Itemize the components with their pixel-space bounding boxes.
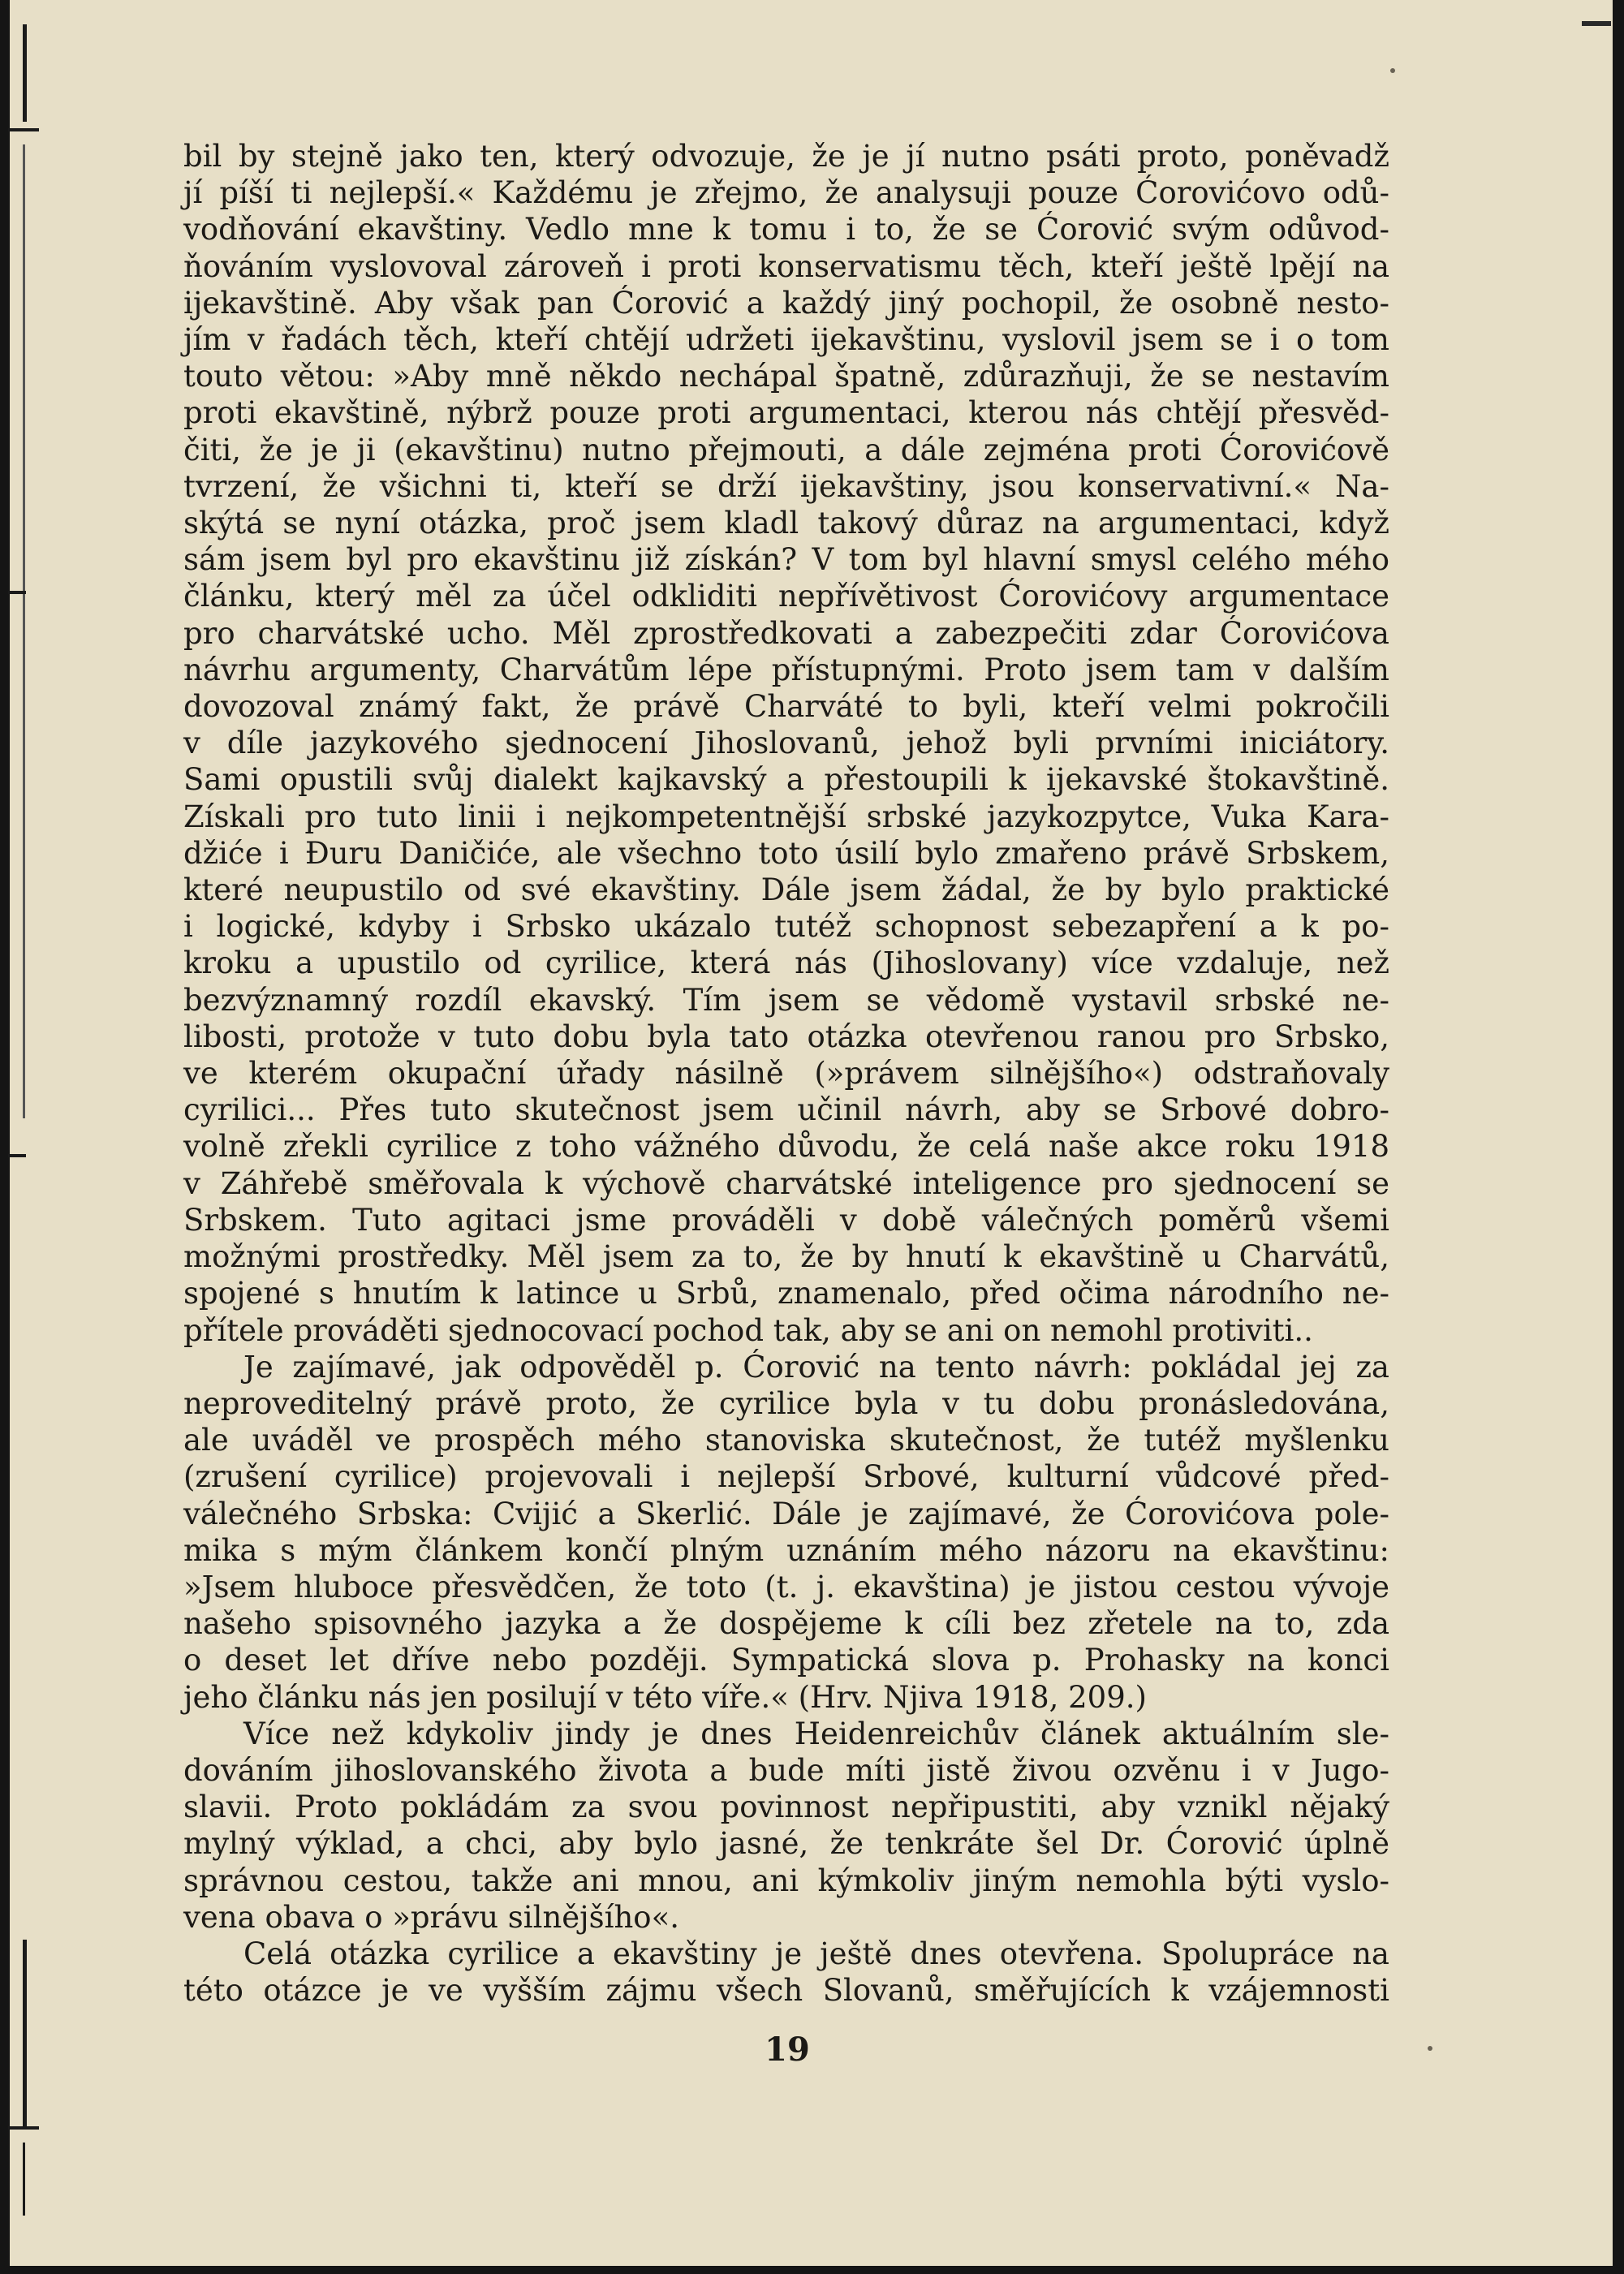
scan-corner-mark [1582,21,1611,26]
text-line: návrhu argumenty, Charvátům lépe přístupnými. Proto jsem tam v dalším [183,652,1389,687]
binding-line-middle [23,144,25,1118]
text-line: volně zřekli cyrilice z toho vážného důvodu, že celá naše akce roku 1918 [183,1129,1389,1165]
text-line: mylný výklad, a chci, aby bylo jasné, že tenkráte šel Dr. Ćorović úplně [183,1826,1389,1862]
text-line: touto větou: »Aby mně někdo nechápal špatně, zdůrazňuji, že se nestavím [183,359,1389,394]
text-line: mika s mým článkem končí plným uznáním mého názoru na ekavštinu: [183,1532,1389,1568]
text-line: v Záhřebě směřovala k výchově charvátské inteligence pro sjednocení se [183,1165,1389,1201]
text-line: skýtá se nyní otázka, proč jsem kladl takový důraz na argumentaci, když [183,506,1389,541]
text-line: našeho spisovného jazyka a že dospějeme k cíli bez zřetele na to, zda [183,1606,1389,1642]
text-line: sám jsem byl pro ekavštinu již získán? V tom byl hlavní smysl celého mého [183,542,1389,578]
text-line: spojené s hnutím k latince u Srbů, znamenalo, před očima národního ne- [183,1276,1389,1311]
text-line: přítele prováděti sjednocovací pochod tak, aby se ani on nemohl protiviti.. [183,1312,1313,1348]
text-line: čiti, že je ji (ekavštinu) nutno přejmouti, a dále zejména proti Ćorovićově [183,432,1389,467]
scan-edge-bottom [0,2266,1624,2274]
text-line: libosti, protože v tuto dobu byla tato otázka otevřenou ranou pro Srbsko, [183,1019,1389,1054]
text-line: jeho článku nás jen posilují v této víře.« (Hrv. Njiva 1918, 209.) [183,1679,1147,1715]
text-line: i logické, kdyby i Srbsko ukázalo tutéž schopnost sebezapření a k po- [183,909,1389,945]
body-text [183,138,1389,2009]
text-line: bil by stejně jako ten, který odvozuje, že je jí nutno psáti proto, poněvadž [183,139,1389,174]
binding-line-top [23,24,27,122]
text-line: (zrušení cyrilice) projevovali i nejlepší Srbové, kulturní vůdcové před- [183,1459,1389,1495]
text-line: této otázce je ve vyšším zájmu všech Slovanů, směřujících k vzájemnosti [183,1973,1389,2009]
text-line: pro charvátské ucho. Měl zprostředkovati a zabezpečiti zdar Ćorovićova [183,615,1389,651]
text-line: správnou cestou, takže ani mnou, ani kýmkoliv jiným nemohla býti vyslo- [183,1863,1389,1898]
text-line: Sami opustili svůj dialekt kajkavský a přestoupili k ijekavské štokavštině. [183,762,1389,798]
scan-edge-right [1613,0,1624,2274]
text-line: Získali pro tuto linii i nejkompetentnější srbské jazykozpytce, Vuka Kara- [183,799,1389,834]
text-line: bezvýznamný rozdíl ekavský. Tím jsem se vědomě vystavil srbské ne- [183,982,1389,1018]
binding-tick-lower [8,1154,26,1157]
text-line: které neupustilo od své ekavštiny. Dále jsem žádal, že by bylo praktické [183,872,1389,908]
text-line: dovozoval známý fakt, že právě Charváté to byli, kteří velmi pokročili [183,689,1389,725]
speck-mark [1390,68,1395,73]
text-line: ijekavštině. Aby však pan Ćorović a každý jiný pochopil, že osobně nesto- [183,285,1389,321]
scan-edge-left [0,0,10,2274]
text-line: kroku a upustilo od cyrilice, která nás (Jihoslovany) více vzdaluje, než [183,945,1389,981]
text-line: Je zajímavé, jak odpověděl p. Ćorović na tento návrh: pokládal jej za [243,1349,1389,1385]
text-line: válečného Srbska: Cvijić a Skerlić. Dále je zajímavé, že Ćorovićova pole- [183,1496,1389,1531]
text-line: Více než kdykoliv jindy je dnes Heidenreichův článek aktuálním sle- [243,1716,1389,1751]
text-line: v díle jazykového sjednocení Jihoslovanů, jehož byli prvními iniciátory. [183,726,1389,761]
binding-tick-middle [8,591,26,594]
binding-tick-top [8,128,39,131]
text-line: Celá otázka cyrilice a ekavštiny je ještě dnes otevřena. Spolupráce na [243,1936,1389,1971]
text-line: tvrzení, že všichni ti, kteří se drží ijekavštiny, jsou konservativní.« Na- [183,468,1389,504]
text-line: Srbskem. Tuto agitaci jsme prováděli v době válečných poměrů všemi [183,1202,1389,1238]
text-line: článku, který měl za účel odkliditi nepřívětivost Ćorovićovy argumentace [183,579,1389,614]
text-line: »Jsem hluboce přesvědčen, že toto (t. j. ekavština) je jistou cestou vývoje [183,1569,1389,1604]
binding-tick-bottom [8,2126,39,2130]
text-line: ve kterém okupační úřady násilně (»právem silnějšího«) odstraňovaly [183,1056,1389,1092]
text-line: vena obava o »právu silnějšího«. [183,1899,679,1935]
text-line: vodňování ekavštiny. Vedlo mne k tomu i to, že se Ćorović svým odůvod- [183,212,1389,248]
text-line: jím v řadách těch, kteří chtějí udržeti ijekavštinu, vyslovil jsem se i o tom [183,322,1389,358]
text-line: ňováním vyslovoval zároveň i proti konservatismu těch, kteří ještě lpějí na [183,248,1389,284]
text-line: džiće i Đuru Daničiće, ale všechno toto úsilí bylo zmařeno právě Srbskem, [183,835,1389,871]
text-line: možnými prostředky. Měl jsem za to, že by hnutí k ekavštině u Charvátů, [183,1239,1389,1275]
text-line: proti ekavštině, nýbrž pouze proti argumentaci, kterou nás chtějí přesvěd- [183,395,1389,431]
text-line: slavii. Proto pokládám za svou povinnost nepřipustiti, aby vznikl nějaký [183,1789,1389,1825]
text-line: dováním jihoslovanského života a bude míti jistě živou ozvěnu i v Jugo- [183,1752,1389,1788]
text-line: neproveditelný právě proto, že cyrilice byla v tu dobu pronásledována, [183,1385,1389,1421]
text-line: ale uváděl ve prospěch mého stanoviska skutečnost, že tutéž myšlenku [183,1423,1389,1458]
text-line: jí píší ti nejlepší.« Každému je zřejmo, že analysuji pouze Ćorovićovo odů- [183,175,1389,211]
page-number: 19 [765,2031,810,2069]
text-line: cyrilici... Přes tuto skutečnost jsem učinil návrh, aby se Srbové dobro- [183,1092,1389,1128]
text-line: o deset let dříve nebo později. Sympatická slova p. Prohasky na konci [183,1643,1389,1678]
binding-line-end [23,2143,25,2216]
